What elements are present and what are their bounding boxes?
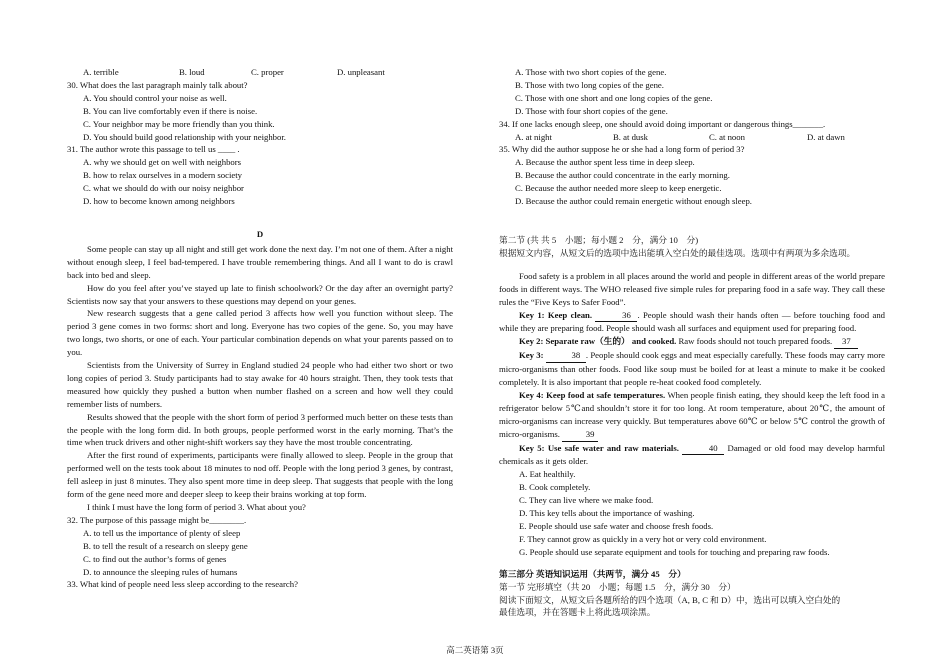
passage-paragraph-3: New research suggests that a gene called period 3 affects how well you function without sleep. The period 3 gene comes in two forms: short and long. Everyone has two copies of the gene. So, you may have two longs, two shorts, or one of each. Your particular combination depends on what your parents passed on to you. — [67, 308, 453, 358]
blank-37: 37 — [834, 335, 858, 349]
option-d: D. unpleasant — [337, 67, 385, 77]
option-c: C. proper — [251, 67, 284, 77]
section-2-heading: 第二节 (共 共 5 小题；每小题 2 分，满分 10 分) — [499, 234, 699, 245]
q34-option-a: A. at night — [515, 131, 552, 142]
q35-option-d: D. Because the author could remain energetic without enough sleep. — [515, 196, 752, 207]
question-33-stem: 33. What kind of people need less sleep according to the research? — [67, 579, 298, 590]
part-3-subheading: 第一节 完形填空（共 20 小题；每题 1.5 分，满分 30 分） — [499, 581, 736, 592]
section-2-instructions: 根据短文内容，从短文后的选项中选出能填入空白处的最佳选项。选项中有两项为多余选项。 — [499, 247, 856, 258]
q33-option-d: D. Those with four short copies of the gene. — [515, 105, 668, 116]
key-4-label: Key 4: Keep food at safe temperatures. — [519, 389, 666, 400]
blank-36: 36 — [595, 309, 637, 323]
key-1-paragraph — [499, 309, 885, 336]
question-30-stem: 30. What does the last paragraph mainly talk about? — [67, 79, 248, 90]
q33-option-b: B. Those with two long copies of the gene. — [515, 79, 664, 90]
blank-40: 40 — [682, 442, 724, 456]
q29-options — [67, 66, 453, 79]
option-b: B. loud — [179, 67, 205, 77]
choice-c: C. They can live where we make food. — [519, 495, 654, 506]
passage-paragraph-6: After the first round of experiments, participants were finally allowed to sleep. People in the group that performed well on the tests took about 18 minutes to nod off. People with the long period 3 genes, by contrast, fell asleep in just 8 minutes. They also spent more time in deep sleep. That suggests that people with the long form of the gene need more and deeper sleep to keep their brains working at top form. — [67, 450, 453, 500]
part-3-instructions-2: 最佳选项，并在答题卡上将此选项涂黑。 — [499, 607, 656, 618]
question-31-stem: 31. The author wrote this passage to tell us ____ . — [67, 144, 240, 155]
key-2-paragraph — [499, 335, 885, 349]
passage-paragraph-1: Some people can stay up all night and still get work done the next day. I’m not one of them. After a night without enough sleep, I feel bad-tempered. I have trouble remembering things. And all I want to do is crawl back into bed and sleep. — [67, 243, 453, 280]
q32-option-b: B. to tell the result of a research on sleepy gene — [83, 540, 248, 551]
q34-option-d: D. at dawn — [807, 131, 845, 142]
q34-options — [499, 131, 885, 144]
passage-title: D — [256, 228, 264, 239]
blank-38: 38 — [546, 349, 586, 363]
choice-a: A. Eat healthily. — [519, 469, 576, 480]
part-3-instructions-1: 阅读下面短文，从短文后各题所给的四个选项（A, B, C 和 D）中，选出可以填入空白处的 — [499, 594, 841, 605]
q31-option-a: A. why we should get on well with neighbors — [83, 157, 242, 168]
passage-paragraph-4: Scientists from the University of Surrey in England studied 24 people who had either two short or two long copies of period 3. Study participants had to stay awake for 40 hours straight. Then, they took tests that measured how quickly they pushed a button when number flashed on a screen and how well they could remember lists of numbers. — [67, 360, 453, 409]
q32-option-c: C. to find out the author’s forms of genes — [83, 553, 227, 564]
q34-option-c: C. at noon — [709, 131, 745, 142]
q31-option-d: D. how to become known among neighbors — [83, 196, 235, 207]
key-3-paragraph — [499, 349, 885, 389]
choice-d: D. This key tells about the importance of washing. — [519, 508, 695, 519]
question-34-stem: 34. If one lacks enough sleep, one should avoid doing important or dangerous things_______. — [499, 118, 826, 129]
choice-g: G. People should use separate equipment and tools for touching and preparing raw foods. — [519, 546, 830, 557]
key-2-label: Key 2: Separate raw（生的） and cooked. — [519, 336, 677, 347]
right-column — [499, 66, 885, 619]
key-3-text: . People should cook eggs and meat especially carefully. These foods may carry more micro-organisms than other foods. Food like soup must be boiled for at least a minute to make it be cooked completely. It is also important that people re-heat cooked food completely. — [499, 350, 885, 388]
q30-option-a: A. You should control your noise as well. — [83, 92, 227, 103]
q32-option-a: A. to tell us the importance of plenty of sleep — [83, 527, 241, 538]
key-1-label: Key 1: Keep clean. — [519, 309, 593, 320]
q35-option-b: B. Because the author could concentrate in the early morning. — [515, 170, 730, 181]
key-5-label: Key 5: Use safe water and raw materials. — [519, 442, 679, 453]
q33-option-a: A. Those with two short copies of the gene. — [515, 67, 667, 77]
q31-option-c: C. what we should do with our noisy neighbor — [83, 183, 244, 194]
key-5-text: Damaged or old food may develop harmful chemicals as it gets older. — [499, 442, 886, 467]
q33-option-c: C. Those with one short and one long copies of the gene. — [515, 92, 713, 103]
food-safety-intro: Food safety is a problem in all places around the world and people in different areas of the world prepare foods in different ways. The WHO released five simple rules for preparing food in a safe way. They call these rules the “Five Keys to Safer Food”. — [499, 270, 885, 307]
choice-b: B. Cook completely. — [519, 482, 591, 493]
q30-option-b: B. You can live comfortably even if there is noise. — [83, 105, 258, 116]
choice-e: E. People should use safe water and choose fresh foods. — [519, 521, 714, 531]
key-4-paragraph — [499, 389, 885, 442]
question-35-stem: 35. Why did the author suppose he or she had a long form of period 3? — [499, 144, 745, 155]
key-5-paragraph — [499, 442, 885, 469]
q30-option-c: C. Your neighbor may be more friendly than you think. — [83, 118, 275, 129]
q31-option-b: B. how to relax ourselves in a modern society — [83, 170, 242, 181]
left-column — [67, 66, 453, 591]
key-1-text: . People should wash their hands often — before touching food and while they are preparing food. People should wash all surfaces and equipment used for preparing food. — [499, 309, 886, 334]
q34-option-b: B. at dusk — [613, 131, 648, 142]
key-4-text: When people finish eating, they should keep the left food in a refrigerator below 5℃and shouldn’t store it for too long. At room temperature, about 20℃, the amount of micro-organisms can increase very quickly. But temperatures above 60℃ or below 5℃ control the growth of micro-organisms. — [499, 389, 885, 439]
choice-f: F. They cannot grow as quickly in a very hot or very cold environment. — [519, 533, 767, 544]
passage-paragraph-2: How do you feel after you’ve stayed up late to finish schoolwork? Or the day after an overnight party? Scientists now say that your answers to these questions may depend on your genes. — [67, 282, 453, 306]
question-32-stem: 32. The purpose of this passage might be________. — [67, 514, 247, 525]
key-2-text: Raw foods should not touch prepared foods. — [676, 336, 833, 347]
passage-paragraph-7: I think I must have the long form of period 3. What about you? — [87, 502, 306, 512]
page-footer: 高二英语第 3页 — [446, 645, 504, 655]
blank-39: 39 — [562, 428, 598, 442]
q32-option-d: D. to announce the sleeping rules of humans — [83, 566, 238, 577]
key-3-label: Key 3: — [519, 350, 544, 361]
part-3-heading: 第三部分 英语知识运用（共两节，满分 45 分） — [499, 568, 686, 579]
q35-option-c: C. Because the author needed more sleep to keep energetic. — [515, 183, 722, 194]
q30-option-d: D. You should build good relationship with your neighbor. — [83, 131, 286, 142]
passage-paragraph-5: Results showed that the people with the short form of period 3 performed much better on these tests than the people with the long form did. In both groups, people performed worst in the early morning. That’s the time when truck drivers and other night-shift workers say they have the most trouble concentrating. — [67, 411, 453, 448]
q35-option-a: A. Because the author spent less time in deep sleep. — [515, 157, 695, 168]
option-a: A. terrible — [83, 67, 119, 77]
